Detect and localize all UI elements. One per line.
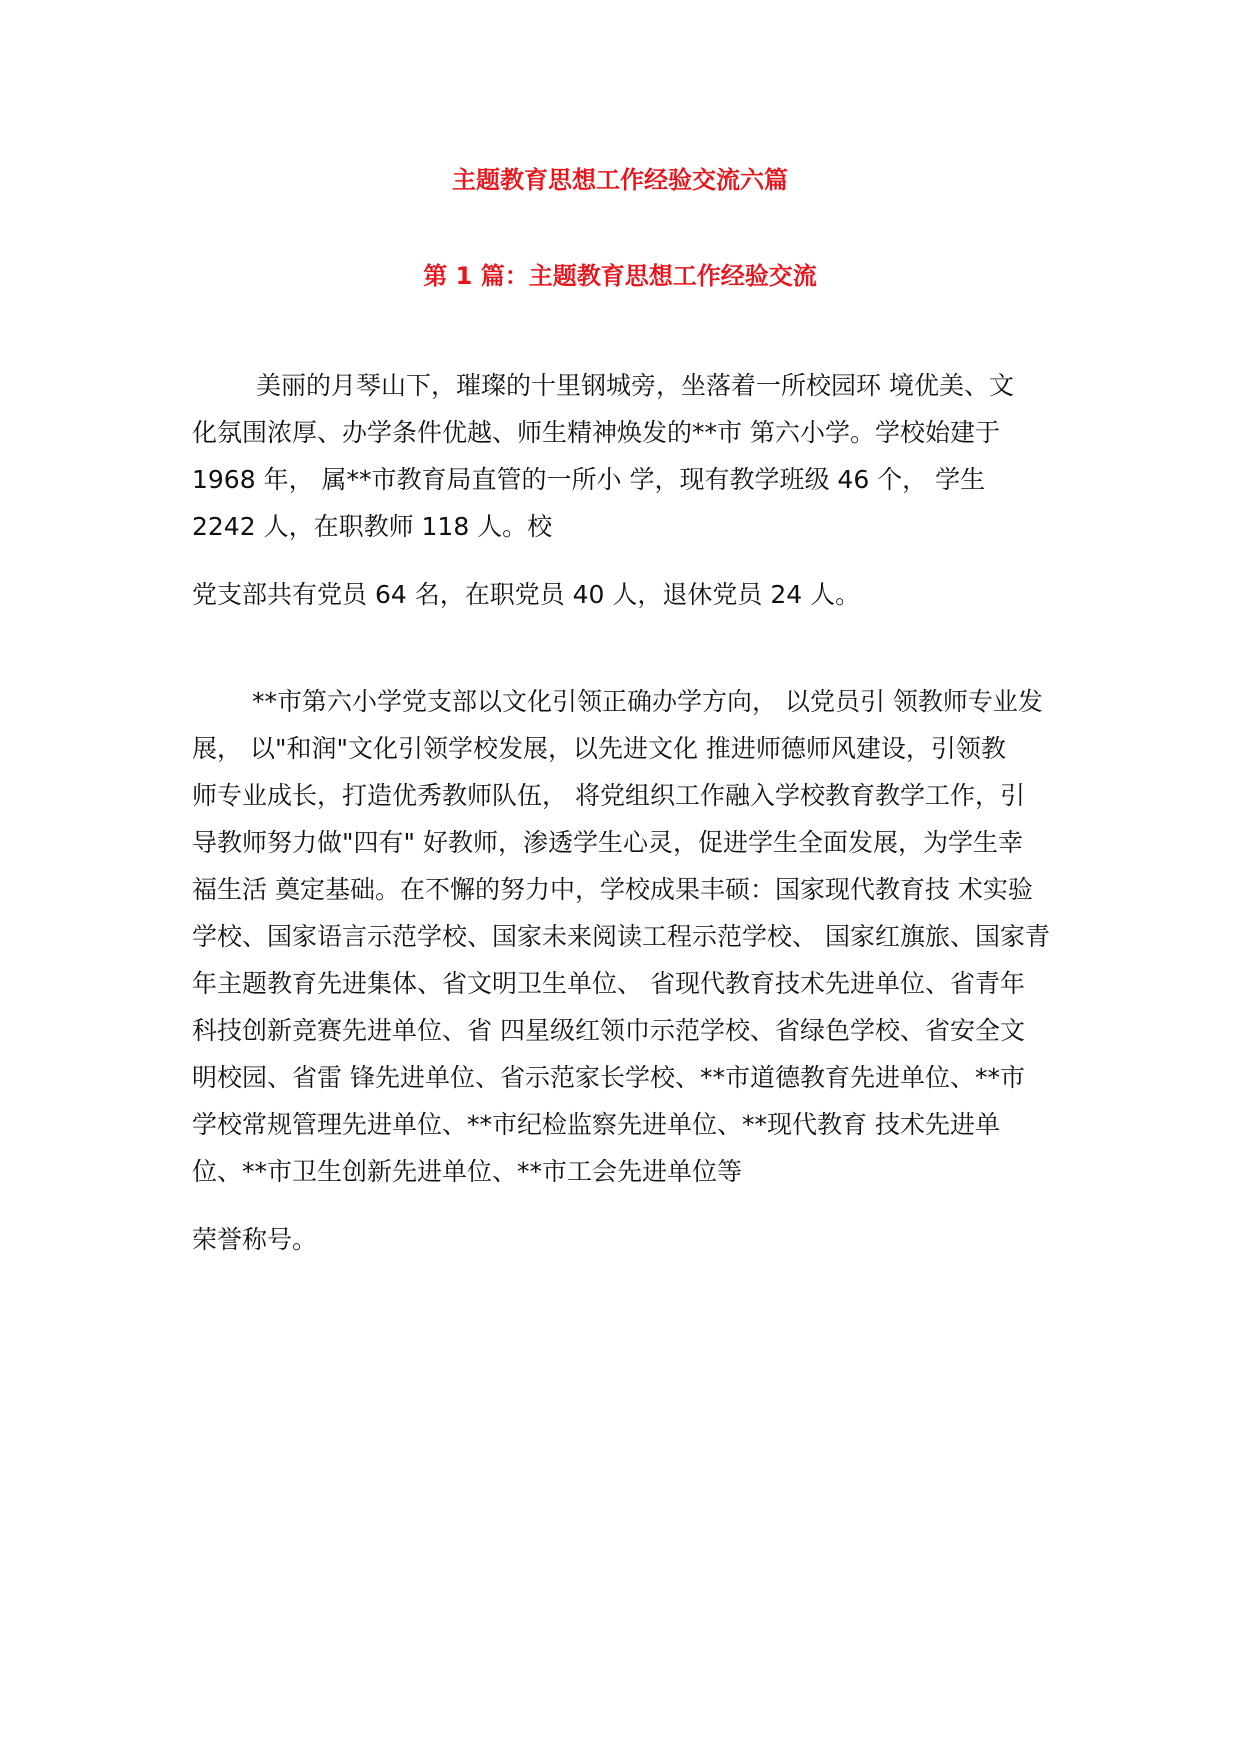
paragraph-line: 福生活 奠定基础。在不懈的努力中，学校成果丰硕：国家现代教育技 术实验 bbox=[192, 875, 1033, 904]
intro-paragraph bbox=[192, 362, 1072, 550]
party-members-paragraph bbox=[192, 571, 1072, 618]
paragraph-line: 学校、国家语言示范学校、国家未来阅读工程示范学校、 国家红旗旅、国家青 bbox=[192, 922, 1050, 951]
paragraph-line: 展， 以"和润"文化引领学校发展，以先进文化 推进师德师风建设，引领教 bbox=[192, 734, 1006, 763]
paragraph-line: 明校园、省雷 锋先进单位、省示范家长学校、**市道德教育先进单位、**市 bbox=[192, 1063, 1025, 1092]
paragraph-line: 荣誉称号。 bbox=[192, 1225, 318, 1254]
paragraph-line: 1968 年， 属**市教育局直管的一所小 学，现有教学班级 46 个， 学生 bbox=[192, 465, 986, 494]
paragraph-line: **市第六小学党支部以文化引领正确办学方向， 以党员引 领教师专业发 bbox=[252, 687, 1043, 716]
document-title: 主题教育思想工作经验交流六篇 bbox=[452, 166, 788, 194]
paragraph-line: 年主题教育先进集体、省文明卫生单位、 省现代教育技术先进单位、省青年 bbox=[192, 969, 1025, 998]
paragraph-line: 位、**市卫生创新先进单位、**市工会先进单位等 bbox=[192, 1157, 743, 1186]
paragraph-line: 导教师努力做"四有" 好教师，渗透学生心灵，促进学生全面发展，为学生幸 bbox=[192, 828, 1023, 857]
paragraph-line: 党支部共有党员 64 名，在职党员 40 人，退休党员 24 人。 bbox=[192, 580, 861, 609]
paragraph-line: 美丽的月琴山下，璀璨的十里钢城旁，坐落着一所校园环 境优美、文 bbox=[256, 371, 1014, 400]
paragraph-line: 学校常规管理先进单位、**市纪检监察先进单位、**现代教育 技术先进单 bbox=[192, 1110, 1000, 1139]
achievements-paragraph bbox=[192, 678, 1072, 1195]
closing-paragraph bbox=[192, 1216, 1072, 1263]
paragraph-line: 2242 人，在职教师 118 人。校 bbox=[192, 512, 553, 541]
section-title: 第 1 篇：主题教育思想工作经验交流 bbox=[423, 262, 817, 290]
paragraph-line: 科技创新竞赛先进单位、省 四星级红领巾示范学校、省绿色学校、省安全文 bbox=[192, 1016, 1025, 1045]
paragraph-line: 师专业成长，打造优秀教师队伍， 将党组织工作融入学校教育教学工作，引 bbox=[192, 781, 1025, 810]
paragraph-line: 化氛围浓厚、办学条件优越、师生精神焕发的**市 第六小学。学校始建于 bbox=[192, 418, 1000, 447]
